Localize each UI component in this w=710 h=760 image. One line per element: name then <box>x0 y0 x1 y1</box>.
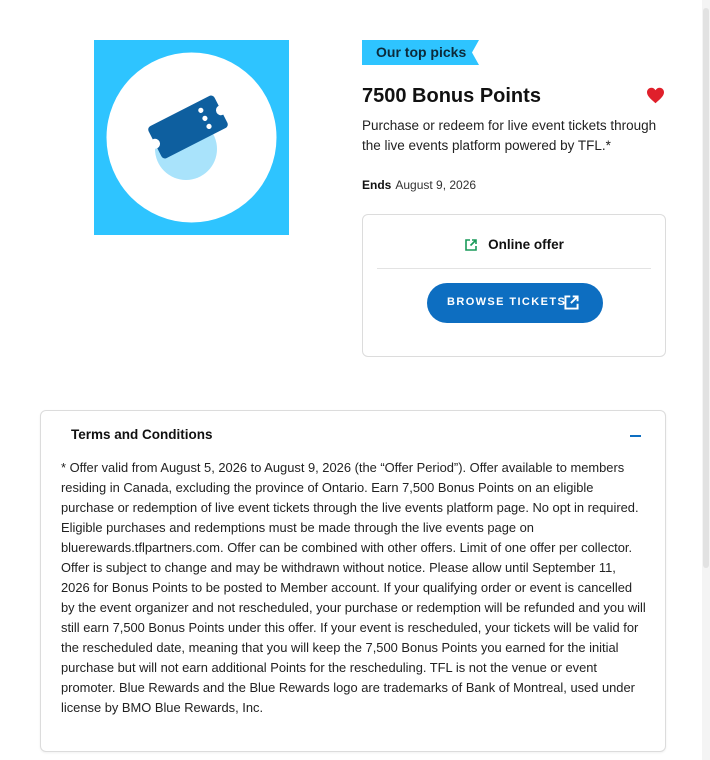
ends-label: Ends <box>362 178 392 192</box>
browse-tickets-label: BROWSE TICKETS <box>447 296 567 308</box>
ticket-icon <box>94 40 289 235</box>
offer-action-card <box>362 214 666 357</box>
top-picks-badge <box>362 40 479 65</box>
external-link-icon <box>464 238 478 252</box>
browse-tickets-button[interactable] <box>427 283 603 323</box>
divider <box>377 268 651 269</box>
ends-date: August 9, 2026 <box>395 178 477 192</box>
online-offer-label: Online offer <box>488 237 564 252</box>
offer-image <box>94 40 289 235</box>
terms-body: * Offer valid from August 5, 2026 to August 9, 2026 (the “Offer Period”). Offer available to members residing in Canada, excluding the province of Ontario. Earn 7,500 Bonus Points on an eligible purchase or redemption of live event tickets through the live events platform page. No opt in required. Eligible purchases and redemptions must be made through the live events page on bluerewards.tflpartners.com. Offer can be combined with other offers. Limit of one offer per collector. Offer is subject to change and may be withdrawn without notice. Please allow until September 11, 2026 for Bonus Points to be posted to Member account. If your qualifying order or event is cancelled by the event organizer and not rescheduled, your purchase or redemption will be refunded and you will still earn 7,500 Bonus Points under this offer. If your event is rescheduled, your tickets will be valid for the rescheduled date, meaning that you will keep the 7,500 Bonus Points you earned for the initial purchase but will not earn additional Points for the rescheduling. TFL is not the venue or event promoter. Blue Rewards and the Blue Rewards logo are trademarks of Bank of Montreal, used under license by BMO Blue Rewards, Inc. <box>61 460 646 715</box>
heart-icon[interactable] <box>646 87 665 104</box>
badge-label: Our top picks <box>376 44 467 60</box>
collapse-icon[interactable] <box>630 435 641 437</box>
terms-header[interactable]: Terms and Conditions <box>71 427 213 442</box>
scrollbar[interactable] <box>702 0 710 760</box>
scrollbar-thumb[interactable] <box>703 8 709 568</box>
online-offer-row <box>363 237 665 252</box>
offer-end-date <box>362 178 476 192</box>
external-link-icon <box>563 294 580 311</box>
offer-description: Purchase or redeem for live event tickets through the live events platform powered by TFL.* <box>362 118 657 153</box>
offer-title: 7500 Bonus Points <box>362 85 541 107</box>
terms-and-conditions-panel <box>40 410 666 752</box>
